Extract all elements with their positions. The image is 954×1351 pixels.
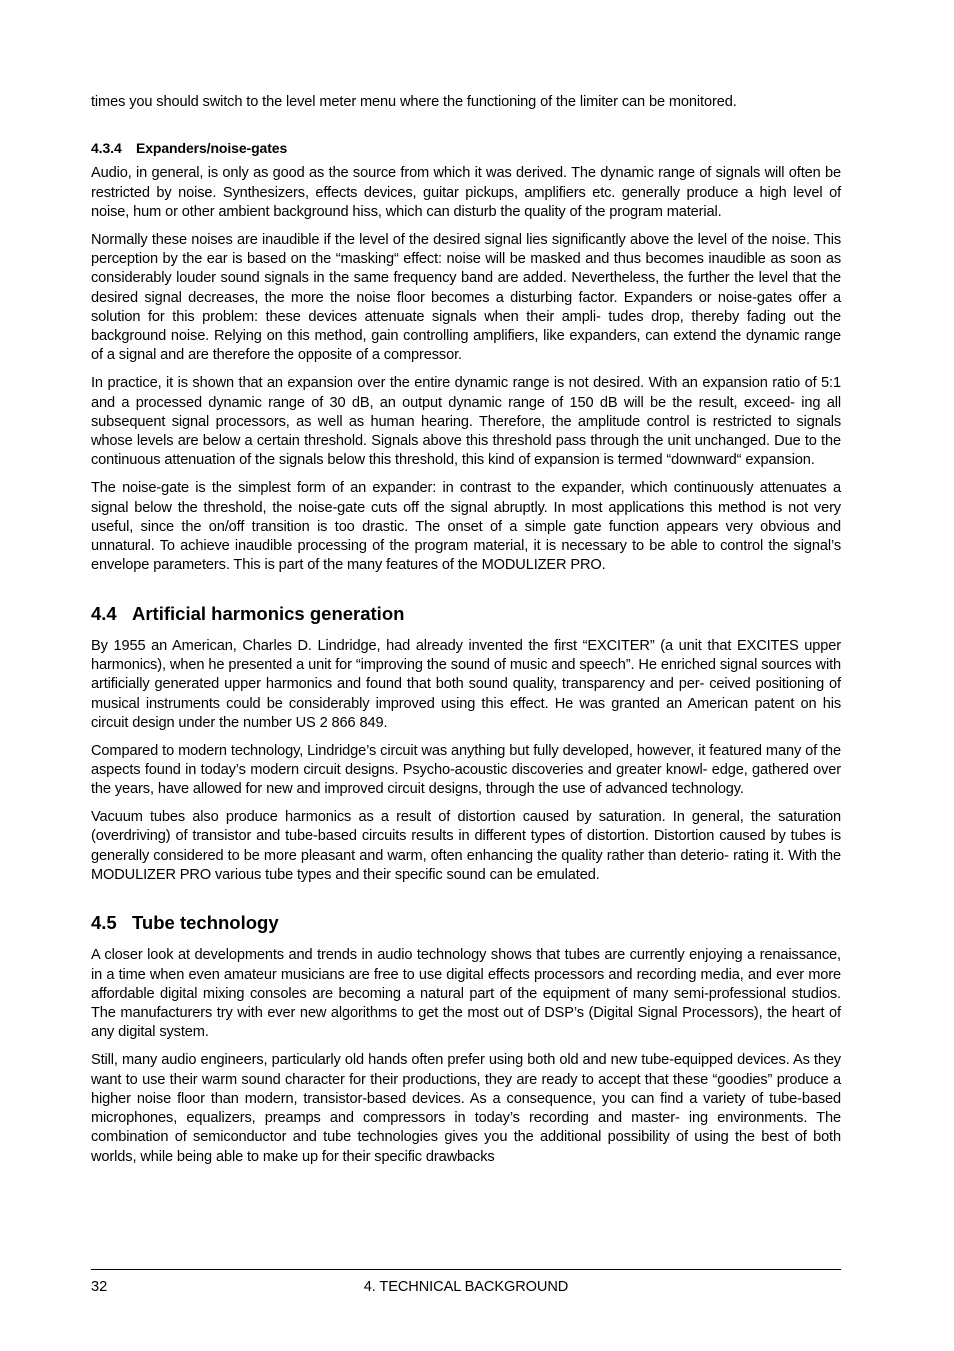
section-4-5-heading (91, 912, 841, 934)
section-4-4-heading (91, 603, 841, 625)
paragraph: In practice, it is shown that an expansion over the entire dynamic range is not desired. With an expansion ratio of 5:1 and a processed dynamic range of 30 dB, an output dynamic range of 150 dB will be the result, exceed- ing all subsequent signal processors, as well as human hearing. Therefore, the amplitude control is restricted to signals whose levels are below a certain threshold. Signals above this threshold pass through the unit unchanged. Due to the continuous attenuation of the signals below this threshold, this kind of expansion is termed “downward“ expansion. (91, 375, 841, 469)
section-number: 4.3.4 (91, 140, 122, 157)
paragraph: Compared to modern technology, Lindridge’s circuit was anything but fully developed, however, it featured many of the aspects found in today’s modern circuit designs. Psycho-acoustic discoveries and greater knowl- edge, gathered over the years, have allowed for new and improved circuit designs, through the use of advanced technology. (91, 742, 841, 798)
section-title: Artificial harmonics generation (132, 602, 405, 624)
intro-paragraph: times you should switch to the level meter menu where the functioning of the limiter can be monitored. (91, 94, 737, 110)
footer-divider (91, 1269, 841, 1270)
paragraph: Audio, in general, is only as good as the source from which it was derived. The dynamic range of signals will often be restricted by noise. Synthesizers, effects devices, guitar pickups, amplifiers etc. generally produce a high level of noise, hum or other ambient background hiss, which can disturb the quality of the program material. (91, 165, 841, 220)
footer-chapter-title: 4. TECHNICAL BACKGROUND (363, 1279, 569, 1295)
section-title: Tube technology (132, 912, 279, 934)
paragraph: The noise-gate is the simplest form of an expander: in contrast to the expander, which continuously attenuates a signal below the threshold, the noise-gate cuts off the signal abruptly. In most applications this method is not very useful, since the on/off transition is too drastic. The onset of a simple gate function appears very obvious and unnatural. To achieve inaudible processing of the program material, it is necessary to be able to control the signal’s envelope parameters. This is part of the many features of the MODULIZER PRO. (91, 480, 841, 574)
paragraph: A closer look at developments and trends in audio technology shows that tubes are currently enjoying a renaissance, in a time when even amateur musicians are free to use digital effects processors and recording media, and ever more affordable digital mixing consoles are becoming a natural part of the equipment of many semi-professional studios. The manufacturers try with ever new algorithms to get the most out of DSP’s (Digital Signal Processors), the heart of any digital system. (91, 947, 841, 1041)
paragraph: Vacuum tubes also produce harmonics as a result of distortion caused by saturation. In general, the saturation (overdriving) of transistor and tube-based circuits results in different types of distortion. Distortion caused by tubes is generally considered to be more pleasant and warm, often enhancing the quality rather than deterio- rating it. With the MODULIZER PRO various tube types and their specific sound can be emulated. (91, 809, 841, 883)
paragraph: Still, many audio engineers, particularly old hands often prefer using both old and new tube-equipped devices. As they want to use their warm sound character for their productions, they are ready to accept that these “goodies” produce a higher noise floor than modern, transistor-based devices. As a consequence, you can find a variety of tube-based microphones, equalizers, preamps and compressors in today’s recording and master- ing environments. The combination of semiconductor and tube technologies gives you the additional possibility of using the best of both worlds, while being able to make up for their specific drawbacks (91, 1052, 841, 1165)
paragraph: Normally these noises are inaudible if the level of the desired signal lies significantly above the level of the noise. This perception by the ear is based on the “masking“ effect: noise will be masked and thus becomes inaudible as soon as considerably louder sound signals in the same frequency band are added. Nevertheless, the further the level that the desired signal decreases, the more the noise floor becomes a disturbing factor. Expanders or noise-gates offer a solution for this problem: these devices attenuate signals when their ampli- tudes drop, thereby fading out the background noise. Relying on this method, gain controlling amplifiers, like expanders, can extend the dynamic range of a signal and are therefore the opposite of a compressor. (91, 231, 841, 364)
section-number: 4.4 (91, 602, 117, 624)
page-number: 32 (91, 1279, 108, 1295)
section-4-3-4-heading (91, 139, 841, 157)
section-title: Expanders/noise-gates (136, 140, 288, 157)
section-number: 4.5 (91, 912, 117, 934)
paragraph: By 1955 an American, Charles D. Lindridge, had already invented the first “EXCITER” (a unit that EXCITES upper harmonics), when he presented a unit for “improving the sound of music and speech”. He enriched signal sources with artificially generated upper harmonics and found that both sound quality, transparency and per- ceived positioning of musical instruments could be considerably improved using this effect. He was granted an American patent on his circuit design under the number US 2 866 849. (91, 637, 841, 731)
page-content (91, 93, 841, 1176)
